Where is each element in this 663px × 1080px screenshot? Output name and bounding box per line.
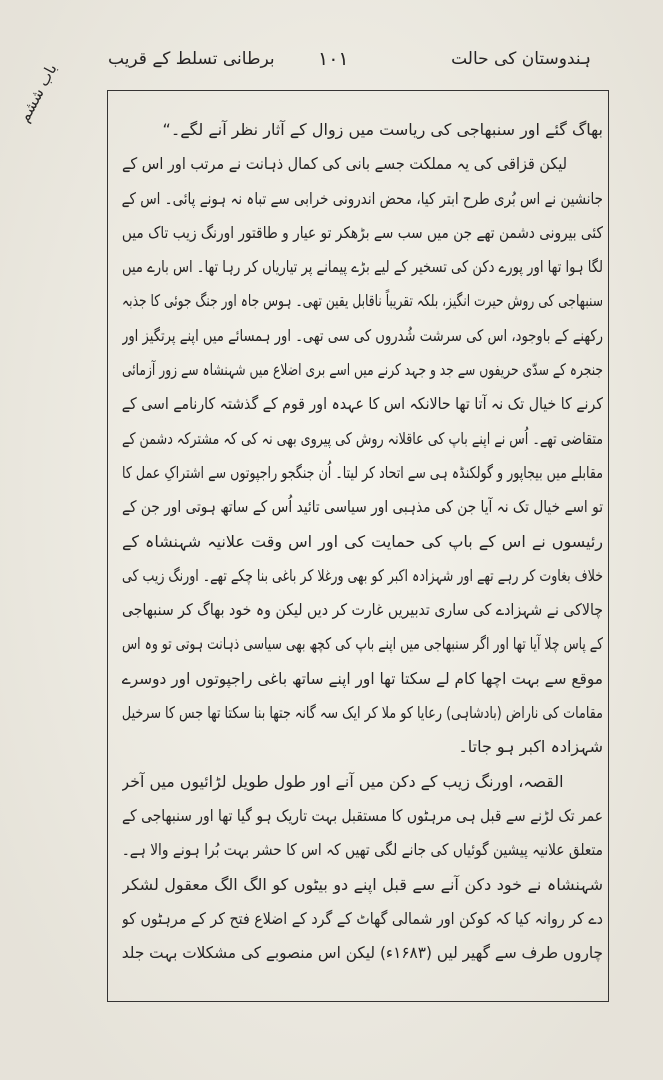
text-line: بھاگ گئے اور سنبھاجی کی ریاست میں زوال کے آثار نظر آنے لگے۔“ xyxy=(162,120,603,139)
body-text xyxy=(122,113,603,970)
paragraph xyxy=(122,765,603,868)
paragraph xyxy=(122,868,603,971)
page-number: ۱۰۱ xyxy=(318,48,349,70)
text-line: چالاکی نے شہزادے کی ساری تدبیریں غارت کر دیں لیکن وہ خود بھاگ کر سنبھاجی xyxy=(121,600,603,620)
chapter-margin-label: باب ششم xyxy=(14,60,61,126)
paragraph xyxy=(122,147,603,764)
section-running-title: برطانی تسلط کے قریب xyxy=(108,49,275,69)
text-line: کے پاس چلا آیا تھا اور اگر سنبھاجی میں اپنے باپ کی کچھ بھی سیاسی ذہانت ہوتی تو وہ اس xyxy=(122,634,603,654)
paragraph xyxy=(122,113,603,147)
text-line: چاروں طرف سے گھیر لیں (۱۶۸۳ء) لیکن اس منصوبے کی مشکلات بہت جلد xyxy=(122,943,603,963)
text-line: خلاف بغاوت کر رہے تھے اور شہزادہ اکبر کو بھی ورغلا کر باغی بنا چکے تھے۔ اورنگ زیب کی xyxy=(121,565,603,585)
text-line: لیکن قزاقی کی یہ مملکت جسے بانی کی کمال ذہانت نے مرتب اور اس کے xyxy=(122,154,568,174)
chapter-running-title: ہندوستان کی حالت xyxy=(451,49,591,69)
text-line: متعلق علانیہ پیشین گوئیاں کی جانے لگی تھیں کہ اس کا حشر بہت بُرا ہونے والا ہے۔ xyxy=(122,840,603,860)
text-line: مقابلے میں بیجاپور و گولکنڈہ ہی سے اتحاد کر لیتا۔ اُن جنگجو راجپوتوں سے اشتراکِ عمل کا xyxy=(122,462,603,482)
text-line: دے کر روانہ کیا کہ کوکن اور شمالی گھاٹ کے گرد کے اضلاع فتح کر کے مرہٹوں کو xyxy=(122,908,603,928)
text-line: رئیسوں نے اس کے باپ کی حمایت کی اور اس وقت علانیہ شہنشاہ کے xyxy=(122,531,603,551)
text-line: شہزادہ اکبر ہو جاتا۔ xyxy=(458,737,603,757)
text-line: شہنشاہ نے خود دکن آنے سے قبل اپنے دو بیٹوں کو الگ الگ معقول لشکر xyxy=(122,874,603,894)
text-line: تو اسے خیال تک نہ آیا جن کی مذہبی اور سیاسی تائید اُس کے ساتھ ہوتی اور جن کے xyxy=(121,497,603,517)
text-line: متقاضی تھے۔ اُس نے اپنے باپ کی عاقلانہ روش کی پیروی بھی نہ کی کہ مشترکہ دشمن کے xyxy=(122,428,603,448)
text-line: لگا ہوا تھا اور پورے دکن کی تسخیر کے لیے بڑے پیمانے پر تیاریاں کر رہا تھا۔ اس بارے میں xyxy=(122,257,603,277)
text-line: جنجرہ کے سدّی حریفوں سے جد و جہد کرنے میں اسے بری اضلاع میں شہنشاہ سے زور آزمائی xyxy=(122,360,603,380)
text-line: القصہ، اورنگ زیب کے دکن میں آنے اور طول طویل لڑائیوں میں آخر xyxy=(122,771,564,791)
text-line: رکھنے کے باوجود، اس کی سرشت شُدروں کی سی تھی۔ اور ہمسائے میں اپنے پرتگیز اور xyxy=(121,325,603,345)
text-line: عمر تک لڑنے سے قبل ہی مرہٹوں کا مستقبل بہت تاریک ہو گیا تھا اور سنبھاجی کے xyxy=(122,805,603,825)
text-line: کرنے کا خیال تک نہ آتا تھا حالانکہ اس کا عہدہ اور قوم کے گذشتہ کارنامے اسی کے xyxy=(121,394,603,414)
text-line: سنبھاجی کی روش حیرت انگیز، بلکہ تقریباً ناقابل یقین تھی۔ ہوس جاہ اور جنگ جوئی کا جذبہ xyxy=(122,291,603,311)
text-line: مقامات کی ناراض (بادشاہی) رعایا کو ملا کر ایک سہ گانہ جتھا بنا سکتا تھا جس کا سرخیل xyxy=(122,703,603,723)
text-line: جانشین نے اس بُری طرح ابتر کیا، محض اندرونی خرابی سے تباہ نہ ہونے پائی۔ اس کے xyxy=(122,188,603,208)
text-line: کئی بیرونی دشمن تھے جن میں سب سے بڑھکر تو عیار و طاقتور اورنگ زیب تاک میں xyxy=(121,222,603,242)
text-line: موقع سے بہت اچھا کام لے سکتا تھا اور اپنے ساتھ باغی راجپوتوں اور دوسرے xyxy=(122,668,603,688)
